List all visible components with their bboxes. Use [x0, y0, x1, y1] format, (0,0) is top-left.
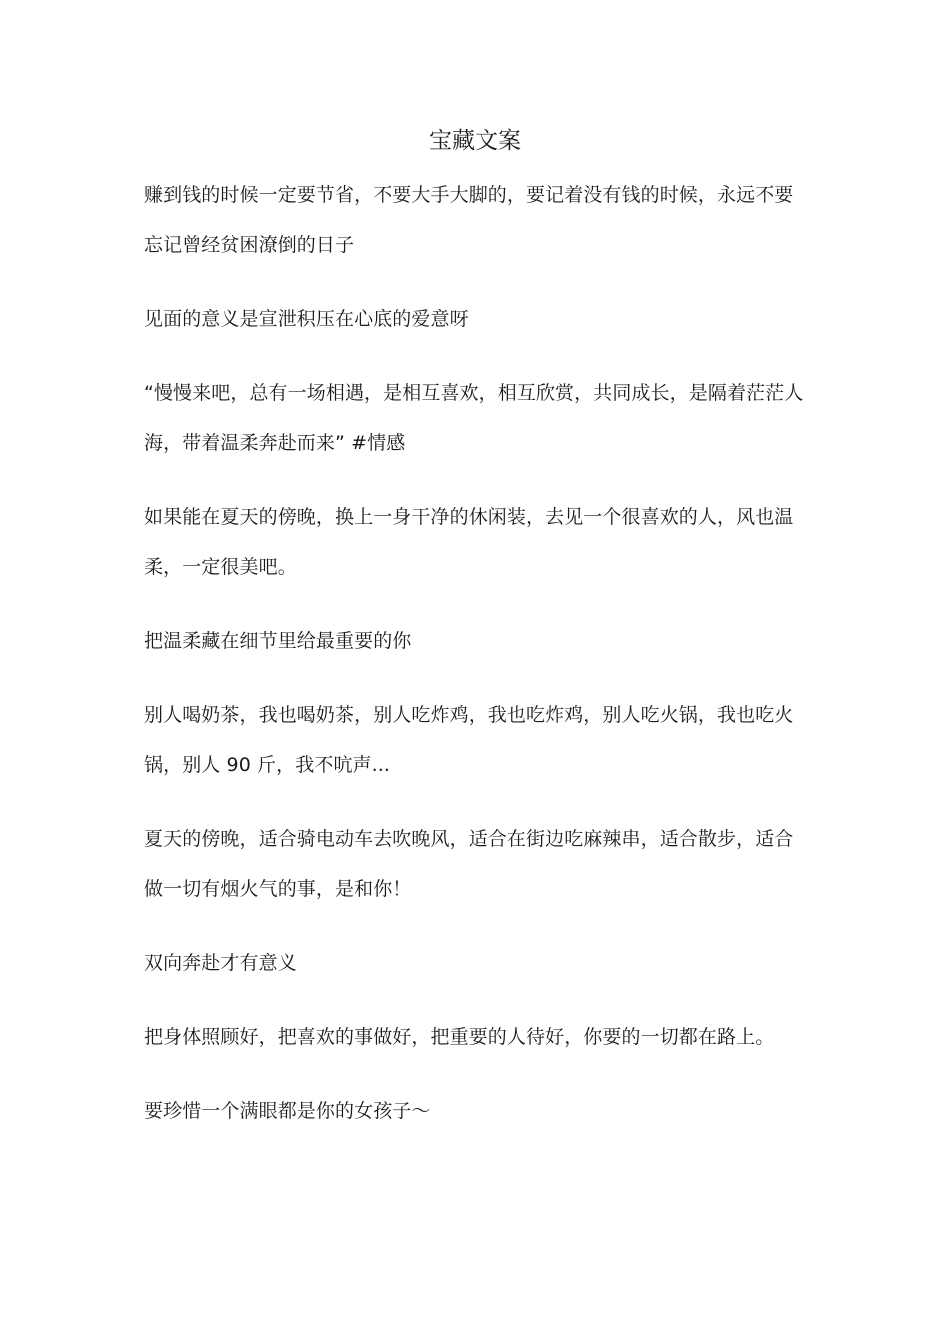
paragraph-4: 如果能在夏天的傍晚，换上一身干净的休闲装，去见一个很喜欢的人，风也温柔，一定很美吧。 — [144, 506, 794, 578]
paragraph-6: 别人喝奶茶，我也喝奶茶，别人吃炸鸡，我也吃炸鸡，别人吃火锅，我也吃火锅，别人 90 斤，我不吭声... — [144, 704, 794, 776]
paragraph-3: “慢慢来吧，总有一场相遇，是相互喜欢，相互欣赏，共同成长，是隔着茫茫人海，带着温柔奔赴而来” #情感 — [144, 382, 804, 454]
paragraph-5: 把温柔藏在细节里给最重要的你 — [144, 630, 412, 652]
paragraph-2: 见面的意义是宣泄积压在心底的爱意呀 — [144, 308, 469, 330]
paragraph-10: 要珍惜一个满眼都是你的女孩子～ — [144, 1100, 431, 1122]
paragraph-1: 赚到钱的时候一定要节省，不要大手大脚的，要记着没有钱的时候，永远不要忘记曾经贫困潦倒的日子 — [144, 184, 794, 256]
paragraph-7: 夏天的傍晚，适合骑电动车去吹晚风，适合在街边吃麻辣串，适合散步，适合做一切有烟火气的事，是和你！ — [144, 828, 794, 900]
document-body — [144, 170, 804, 1160]
paragraph-9: 把身体照顾好，把喜欢的事做好，把重要的人待好，你要的一切都在路上。 — [144, 1026, 775, 1048]
document-title: 宝藏文案 — [429, 128, 521, 154]
paragraph-8: 双向奔赴才有意义 — [144, 952, 297, 974]
